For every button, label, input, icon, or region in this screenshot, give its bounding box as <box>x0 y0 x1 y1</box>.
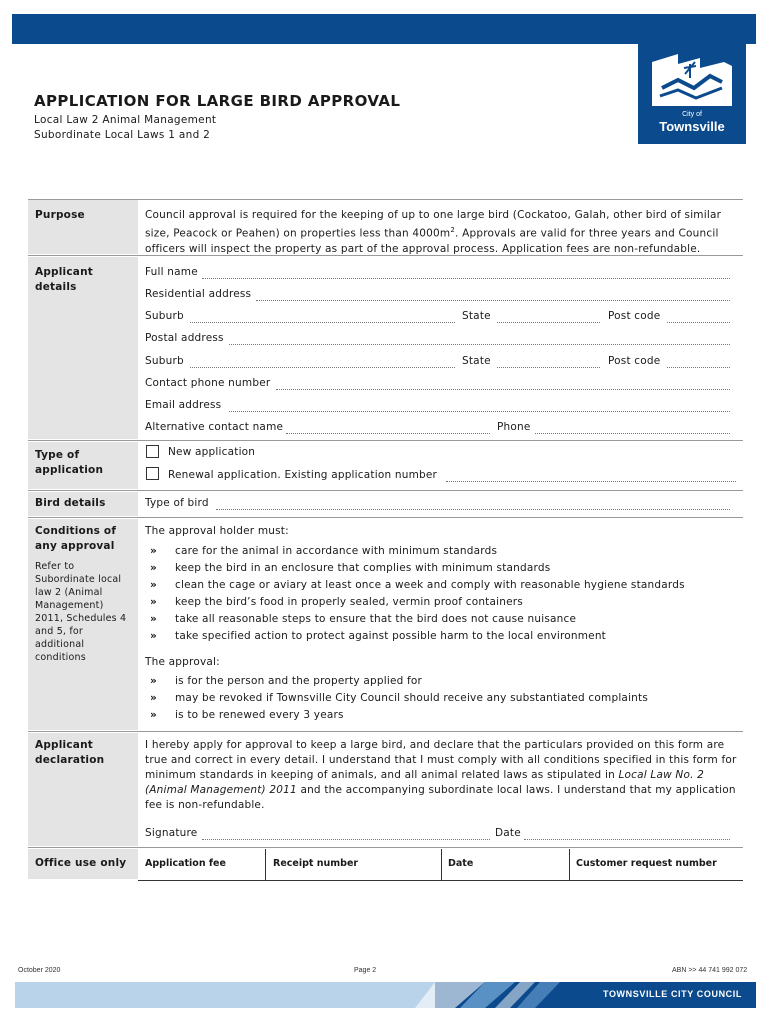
bullet-icon: » <box>150 692 157 704</box>
applicant-details-label: Applicant details <box>35 266 93 293</box>
type-of-bird-label: Type of bird <box>145 497 209 509</box>
declaration-text: I hereby apply for approval to keep a large bird, and declare that the particulars provided on this form are true and correct in every detail. I understand that I must comply with all conditions specified in this form for minimum standards in keeping of animals, and all animal related laws as stipulated in Local Law No. 2 (Animal Management) 2011 and the accompanying subordinate local laws. I understand that my application fee is non-refundable. <box>145 739 737 811</box>
page-subtitle-subordinate: Subordinate Local Laws 1 and 2 <box>34 129 211 141</box>
approval-condition: is for the person and the property applied for <box>175 675 423 687</box>
contact-phone-field[interactable] <box>276 389 730 390</box>
office-use-label: Office use only <box>35 857 127 869</box>
postal-address-field[interactable] <box>229 344 730 345</box>
signature-field[interactable] <box>202 839 490 840</box>
receipt-number-header: Receipt number <box>273 858 359 869</box>
conditions-note-line: Refer to <box>35 561 75 572</box>
page-title: APPLICATION FOR LARGE BIRD APPROVAL <box>34 92 401 110</box>
logo-city-of: City of <box>682 111 702 118</box>
conditions-note-line: additional <box>35 639 85 650</box>
postal-suburb-label: Suburb <box>145 355 184 367</box>
residential-suburb-field[interactable] <box>190 322 455 323</box>
conditions-note-line: conditions <box>35 652 86 663</box>
existing-application-number-field[interactable] <box>446 481 736 482</box>
office-col-divider <box>265 849 266 880</box>
holder-condition: clean the cage or aviary at least once a week and comply with reasonable hygiene standards <box>175 579 685 591</box>
header-bar <box>12 14 756 44</box>
declaration-date-field[interactable] <box>524 839 730 840</box>
email-label: Email address <box>145 399 222 411</box>
applicant-label-cell <box>28 257 138 439</box>
footer-council-name: TOWNSVILLE CITY COUNCIL <box>603 989 742 999</box>
bullet-icon: » <box>150 596 157 608</box>
approval-intro: The approval: <box>145 656 220 668</box>
conditions-note-line: and 5, for <box>35 626 84 637</box>
conditions-note-line: 2011, Schedules 4 <box>35 613 127 624</box>
purpose-label: Purpose <box>35 209 85 221</box>
conditions-note-line: Management) <box>35 600 104 611</box>
full-name-label: Full name <box>145 266 198 278</box>
holder-condition: care for the animal in accordance with minimum standards <box>175 545 498 557</box>
application-fee-header: Application fee <box>145 858 226 869</box>
holder-condition: keep the bird in an enclosure that complies with minimum standards <box>175 562 551 574</box>
email-field[interactable] <box>229 411 730 412</box>
logo-townsville: Townsville <box>659 119 725 134</box>
footer-date: October 2020 <box>18 967 61 974</box>
alt-contact-label: Alternative contact name <box>145 421 284 433</box>
residential-state-label: State <box>462 310 491 322</box>
purpose-text: Council approval is required for the keeping of up to one large bird (Cockatoo, Galah, other bird of similar size, Peacock or Peahen) on properties less than $4000m^2$. Approvals are valid for three years and Council officers will inspect the property as part of the approval process. Application fees are non-refundable. <box>145 209 722 255</box>
footer-page: Page 2 <box>354 967 377 974</box>
customer-request-header: Customer request number <box>576 858 717 869</box>
office-table-bottom <box>138 880 743 881</box>
postal-state-label: State <box>462 355 491 367</box>
section-divider <box>28 731 743 732</box>
holder-condition: take specified action to protect against possible harm to the local environment <box>175 630 607 642</box>
page-subtitle-law: Local Law 2 Animal Management <box>34 114 217 126</box>
holder-condition: take all reasonable steps to ensure that the bird does not cause nuisance <box>175 613 577 625</box>
alt-contact-field[interactable] <box>286 433 490 434</box>
section-divider <box>28 440 743 441</box>
conditions-label-line2: any approval <box>35 540 115 552</box>
alt-phone-field[interactable] <box>535 433 730 434</box>
bullet-icon: » <box>150 562 157 574</box>
alt-phone-label: Phone <box>497 421 531 433</box>
footer-abn: ABN >> 44 741 992 072 <box>672 967 748 974</box>
renewal-application-checkbox[interactable] <box>146 467 159 480</box>
postal-postcode-label: Post code <box>608 355 661 367</box>
residential-suburb-label: Suburb <box>145 310 184 322</box>
purpose-label-cell <box>28 200 138 254</box>
bullet-icon: » <box>150 630 157 642</box>
signature-label: Signature <box>145 827 198 839</box>
section-divider <box>28 847 743 848</box>
footer-bar <box>15 982 756 1008</box>
type-label-cell <box>28 442 138 489</box>
new-application-label: New application <box>168 446 256 458</box>
office-col-divider <box>569 849 570 880</box>
declaration-label-line1: Applicant <box>35 739 93 751</box>
full-name-field[interactable] <box>202 278 730 279</box>
postal-state-field[interactable] <box>497 367 600 368</box>
section-divider <box>28 517 743 518</box>
conditions-label-line1: Conditions of <box>35 525 117 537</box>
new-application-checkbox[interactable] <box>146 445 159 458</box>
conditions-note-line: law 2 (Animal <box>35 587 103 598</box>
renewal-application-label: Renewal application. Existing application number <box>168 469 438 481</box>
residential-postcode-label: Post code <box>608 310 661 322</box>
residential-address-label: Residential address <box>145 288 252 300</box>
office-date-header: Date <box>448 858 474 869</box>
bird-details-label: Bird details <box>35 497 106 509</box>
conditions-note-line: Subordinate local <box>35 574 122 585</box>
bullet-icon: » <box>150 675 157 687</box>
section-divider <box>28 490 743 491</box>
type-label-line2: application <box>35 464 104 476</box>
contact-phone-label: Contact phone number <box>145 377 271 389</box>
residential-state-field[interactable] <box>497 322 600 323</box>
townsville-logo <box>638 44 746 144</box>
postal-suburb-field[interactable] <box>190 367 455 368</box>
type-of-bird-field[interactable] <box>216 509 730 510</box>
declaration-label-line2: declaration <box>35 754 105 766</box>
postal-postcode-field[interactable] <box>667 367 730 368</box>
bullet-icon: » <box>150 613 157 625</box>
postal-address-label: Postal address <box>145 332 224 344</box>
holder-condition: keep the bird’s food in properly sealed, vermin proof containers <box>175 596 523 608</box>
section-divider <box>28 199 743 200</box>
bullet-icon: » <box>150 579 157 591</box>
type-label-line1: Type of <box>35 449 80 461</box>
residential-postcode-field[interactable] <box>667 322 730 323</box>
bird-label-cell <box>28 492 138 516</box>
declaration-label-cell <box>28 733 138 846</box>
residential-address-field[interactable] <box>256 300 730 301</box>
declaration-date-label: Date <box>495 827 521 839</box>
bullet-icon: » <box>150 545 157 557</box>
approval-condition: may be revoked if Townsville City Council should receive any substantiated complaints <box>175 692 649 704</box>
office-label-cell <box>28 849 138 879</box>
bullet-icon: » <box>150 709 157 721</box>
approval-condition: is to be renewed every 3 years <box>175 709 344 721</box>
office-col-divider <box>441 849 442 880</box>
holder-intro: The approval holder must: <box>145 525 289 537</box>
